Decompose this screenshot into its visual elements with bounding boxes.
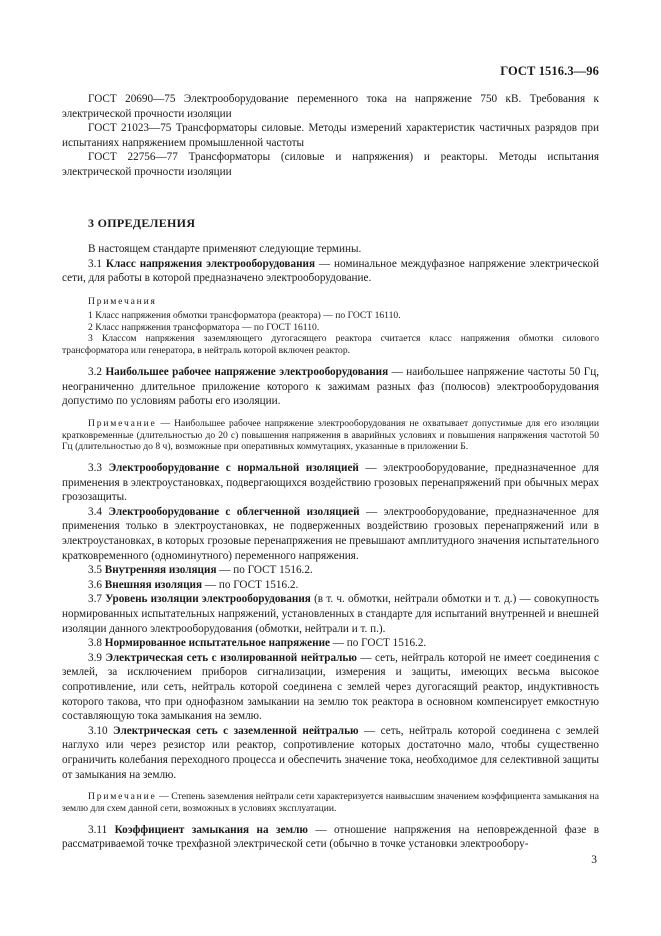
section-title: 3 ОПРЕДЕЛЕНИЯ: [88, 215, 196, 230]
definition-term: Электрооборудование с нормальной изоляцией: [108, 462, 359, 475]
definition-number: 3.8: [88, 637, 102, 650]
notes-heading: Примечания: [88, 295, 157, 307]
definition-number: 3.4: [88, 505, 102, 518]
note-item: 1 Класс напряжения обмотки трансформатора (реактора) — по ГОСТ 16110.: [88, 309, 401, 321]
page-number: 3: [591, 854, 597, 866]
definition-text: — отношение напряжения на неповрежденной фазе в рассматриваемой точке трехфазной электрической сети (обычно в точке установки электрообору-: [62, 823, 599, 851]
definition-3-6: [62, 578, 599, 593]
normative-reference: ГОСТ 20690—75 Электрооборудование переменного тока на напряжение 750 кВ. Требования к электрической прочности изоляции: [62, 93, 599, 120]
note-text: — Степень заземления нейтрали сети характеризуется наивысшим значением коэффициента замыкания на землю для схем данной сети, возможных в условиях эксплуатации.: [62, 791, 599, 814]
definition-3-2: [62, 365, 599, 409]
definition-3-9: [62, 651, 599, 724]
section-intro: В настоящем стандарте применяют следующие термины.: [88, 243, 362, 256]
note-label: Примечание: [88, 791, 157, 803]
definition-number: 3.3: [88, 462, 102, 475]
definition-text: — наибольшее напряжение частоты 50 Гц, неограниченно длительное приложение которого к зажимам разных фаз (полюсов) электрооборудования допустимо по условиям работы его изоляции.: [62, 365, 600, 408]
definition-term: Уровень изоляции электрооборудования: [105, 593, 311, 606]
note-label: Примечание: [88, 417, 157, 429]
definition-text: — электрооборудование, предназначенное для применения в электроустановках, подвергающихся воздействию грозовых перенапряжений при обычных мерах грозозащиты.: [62, 462, 599, 504]
page-body: [62, 92, 599, 852]
note-item: 3 Классом напряжения заземляющего дугогасящего реактора считается класс напряжения обмотки силового трансформатора или генератора, в нейтраль которой включен реактор.: [62, 333, 599, 357]
document-header: ГОСТ 1516.3—96: [500, 64, 599, 78]
note-text: — Наибольшее рабочее напряжение электрооборудования не охватывает допустимые для его изоляции кратковременные (длительностью до 20 с) повышения напряжения в аварийных условиях и повышения напряжения частотой 50 Гц (длительностью до 8 ч), возможные при оперативных коммутациях, указанные в приложении Б.: [62, 417, 599, 453]
note-item: 2 Класс напряжения трансформатора — по ГОСТ 16110.: [88, 321, 320, 333]
definition-3-3: [62, 461, 599, 505]
definition-term: Внутренняя изоляция: [104, 564, 217, 577]
definition-term: Внешняя изоляция: [104, 578, 203, 591]
definition-number: 3.1: [88, 257, 102, 270]
definition-number: 3.2: [88, 365, 102, 378]
definition-text: — по ГОСТ 1516.2.: [330, 637, 427, 650]
definition-number: 3.11: [88, 823, 108, 836]
note: [62, 791, 599, 815]
definition-number: 3.5: [88, 564, 102, 577]
definition-text: — электрооборудование, предназначенное для применения только в электроустановках, не подверженных воздействию грозовых перенапряжений или в электроустановках, в которых грозовые перенапряжения не превышают амплитудного значения испытательного кратковременного (одноминутного) переменного напряжения.: [62, 505, 600, 562]
notes-block: [62, 296, 599, 357]
definition-text: — номинальное междуфазное напряжение электрической сети, для работы в которой предназначено электрооборудование.: [62, 257, 600, 285]
definition-3-5: [62, 563, 599, 578]
definition-term: Электрическая сеть с изолированной нейтралью: [105, 651, 357, 664]
definition-number: 3.10: [88, 724, 108, 737]
definition-3-10: [62, 724, 599, 782]
definition-3-8: [62, 636, 599, 651]
definition-number: 3.6: [88, 578, 102, 591]
definition-term: Электрическая сеть с заземленной нейтралью: [113, 724, 359, 737]
definition-number: 3.9: [88, 651, 102, 664]
normative-reference: ГОСТ 21023—75 Трансформаторы силовые. Методы измерений характеристик частичных разрядов при испытаниях напряжением промышленной частоты: [62, 122, 599, 149]
definition-3-1: [62, 257, 599, 286]
definition-number: 3.7: [88, 593, 102, 606]
definition-text: — по ГОСТ 1516.2.: [216, 564, 313, 577]
note: [62, 418, 599, 453]
definition-term: Коэффициент замыкания на землю: [114, 823, 308, 836]
normative-reference: ГОСТ 22756—77 Трансформаторы (силовые и напряжения) и реакторы. Методы испытания электрической прочности изоляции: [62, 151, 599, 178]
definition-text: — сеть, нейтраль которой соединена с землей наглухо или через резистор или реактор, сопротивление которых достаточно мало, чтобы существенно ограничить колебания переходного процесса и обеспечить значение тока, необходимое для селективной защиты от замыкания на землю.: [62, 724, 599, 781]
definition-term: Класс напряжения электрооборудования: [105, 257, 316, 270]
definition-3-7: [62, 592, 599, 636]
definition-3-11: [62, 823, 599, 852]
definition-term: Наибольшее рабочее напряжение электрооборудования: [105, 365, 389, 378]
definition-text: (в т. ч. обмотки, нейтрали обмотки и т. д.) — совокупность нормированных испытательных напряжений, установленных в стандарте для испытаний внутренней и внешней изоляции данного электрооборудования (обмотки, нейтрали и т. п.).: [62, 593, 600, 635]
definition-text: — сеть, нейтраль которой не имеет соединения с землей, за исключением приборов сигнализации, измерения и защиты, имеющих весьма высокое сопротивление, или сеть, нейтраль которой соединена с землей через дугогасящий реактор, индуктивность которого такова, что при однофазном замыкании на землю ток реактора в основном компенсирует емкостную составляющую тока замыкания на землю.: [62, 651, 599, 723]
definition-term: Нормированное испытательное напряжение: [104, 637, 330, 650]
definition-term: Электрооборудование с облегченной изоляцией: [108, 505, 360, 518]
definition-3-4: [62, 505, 599, 563]
definition-text: — по ГОСТ 1516.2.: [202, 578, 299, 591]
